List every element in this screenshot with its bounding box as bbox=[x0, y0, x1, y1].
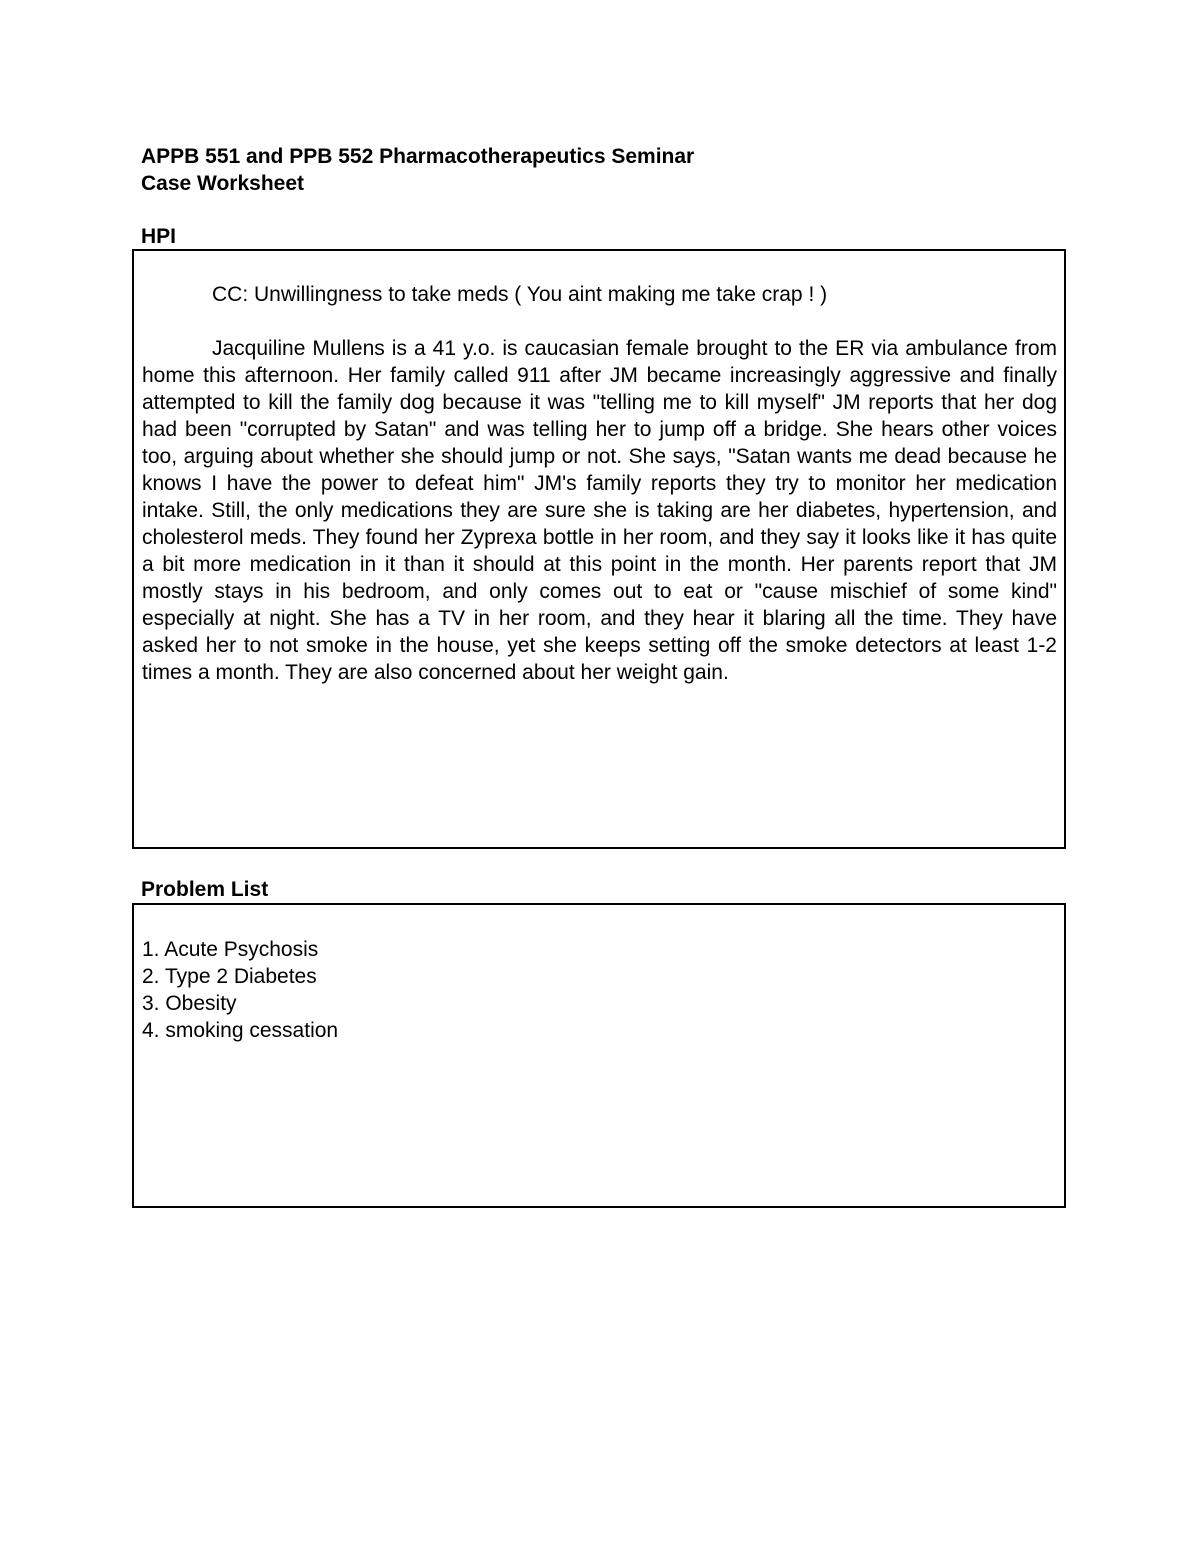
problem-list-label: Problem List bbox=[141, 878, 269, 901]
document-title: APPB 551 and PPB 552 Pharmacotherapeutics Seminar bbox=[141, 145, 695, 168]
problem-item: 1. Acute Psychosis bbox=[142, 938, 319, 961]
problem-item: 4. smoking cessation bbox=[142, 1019, 339, 1042]
hpi-label: HPI bbox=[141, 225, 177, 248]
hpi-content bbox=[142, 281, 1057, 686]
chief-complaint: CC: Unwillingness to take meds ( You aint making me take crap ! ) bbox=[212, 283, 828, 306]
problem-list bbox=[142, 936, 338, 1044]
document-subtitle: Case Worksheet bbox=[141, 172, 305, 195]
hpi-narrative: Jacquiline Mullens is a 41 y.o. is caucasian female brought to the ER via ambulance from home this afternoon. Her family called 911 after JM became increasingly aggressive and finally attempted to kill the family dog because it was "telling me to kill myself" JM reports that her dog had been "corrupted by Satan" and was telling her to jump off a bridge. She hears other voices too, arguing about whether she should jump or not. She says, "Satan wants me dead because he knows I have the power to defeat him" JM's family reports they try to monitor her medication intake. Still, the only medications they are sure she is taking are her diabetes, hypertension, and cholesterol meds. They found her Zyprexa bottle in her room, and they say it looks like it has quite a bit more medication in it than it should at this point in the month. Her parents report that JM mostly stays in his bedroom, and only comes out to eat or "cause mischief of some kind" especially at night. She has a TV in her room, and they hear it blaring all the time. They have asked her to not smoke in the house, yet she keeps setting off the smoke detectors at least 1-2 times a month. They are also concerned about her weight gain. bbox=[142, 337, 1057, 684]
hpi-box bbox=[132, 249, 1066, 849]
problem-item: 3. Obesity bbox=[142, 992, 237, 1015]
problem-list-box bbox=[132, 903, 1066, 1208]
problem-item: 2. Type 2 Diabetes bbox=[142, 965, 317, 988]
